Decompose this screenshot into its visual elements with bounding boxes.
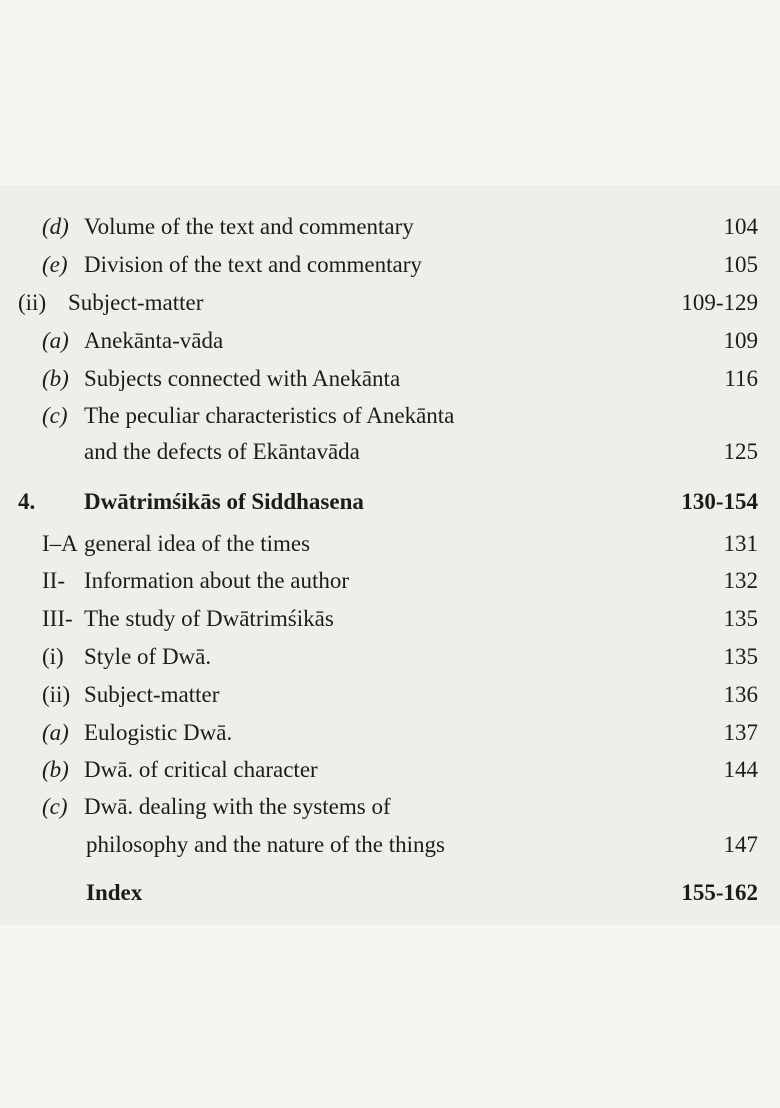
entry-prefix: (ii) — [42, 682, 71, 707]
entry-title: Subjects connected with Anekānta — [84, 366, 401, 391]
toc-chapter — [0, 484, 780, 520]
entry-page: 144 — [723, 757, 758, 782]
entry-page: 130-154 — [681, 489, 758, 514]
entry-title: Subject-matter — [68, 290, 204, 315]
toc-entry — [0, 752, 780, 788]
entry-page: 131 — [723, 531, 758, 556]
entry-prefix: (i) — [42, 644, 64, 669]
entry-title: Eulogistic Dwā. — [84, 720, 233, 745]
entry-page: 147 — [723, 832, 758, 857]
entry-title: Dwātrimśikās of Siddhasena — [84, 489, 364, 514]
entry-prefix: III- — [42, 606, 73, 631]
entry-prefix: (c) — [42, 403, 68, 428]
entry-page: 109-129 — [681, 290, 758, 315]
entry-prefix: (ii) — [18, 290, 47, 315]
entry-prefix: (a) — [42, 328, 69, 353]
entry-page: 135 — [723, 606, 758, 631]
entry-prefix: (c) — [42, 794, 68, 819]
toc-entry — [0, 639, 780, 675]
toc-entry-continuation — [0, 827, 780, 863]
entry-prefix: (a) — [42, 720, 69, 745]
toc-index — [0, 875, 780, 911]
entry-page: 155-162 — [681, 880, 758, 905]
toc-entry — [0, 247, 780, 283]
toc-entry — [0, 601, 780, 637]
entry-title: general idea of the times — [84, 531, 311, 556]
entry-prefix: (d) — [42, 214, 69, 239]
entry-title: Subject-matter — [84, 682, 220, 707]
toc-entry — [0, 715, 780, 751]
toc-entry — [0, 323, 780, 359]
entry-page: 125 — [723, 439, 758, 464]
entry-prefix: (b) — [42, 757, 69, 782]
entry-page: 105 — [723, 252, 758, 277]
entry-page: 109 — [723, 328, 758, 353]
entry-title: Style of Dwā. — [84, 644, 212, 669]
entry-page: 135 — [723, 644, 758, 669]
entry-title: and the defects of Ekāntavāda — [84, 439, 360, 464]
entry-page: 104 — [723, 214, 758, 239]
entry-prefix: 4. — [18, 489, 36, 514]
toc-entry — [0, 285, 780, 321]
entry-title: The study of Dwātrimśikās — [84, 606, 334, 631]
entry-title: Information about the author — [84, 568, 350, 593]
entry-page: 116 — [724, 366, 758, 391]
entry-title: philosophy and the nature of the things — [86, 832, 445, 857]
entry-title: Dwā. of critical character — [84, 757, 318, 782]
entry-prefix: (b) — [42, 366, 69, 391]
entry-title: Dwā. dealing with the systems of — [84, 794, 391, 819]
entry-page: 136 — [723, 682, 758, 707]
toc-entry — [0, 398, 780, 434]
entry-page: 137 — [723, 720, 758, 745]
entry-title: Division of the text and commentary — [84, 252, 422, 277]
entry-prefix: II- — [42, 568, 65, 593]
toc-entry — [0, 209, 780, 245]
toc-entry — [0, 563, 780, 599]
entry-prefix: (e) — [42, 252, 68, 277]
toc-entry — [0, 526, 780, 562]
entry-page: 132 — [723, 568, 758, 593]
entry-title: The peculiar characteristics of Anekānta — [84, 403, 455, 428]
entry-title: Anekānta-vāda — [84, 328, 224, 353]
toc-entry — [0, 677, 780, 713]
toc-entry — [0, 789, 780, 825]
entry-title: Index — [86, 880, 143, 905]
toc-entry-continuation — [0, 434, 780, 470]
toc-entry — [0, 361, 780, 397]
entry-title: Volume of the text and commentary — [84, 214, 414, 239]
entry-prefix: I–A — [42, 531, 78, 556]
